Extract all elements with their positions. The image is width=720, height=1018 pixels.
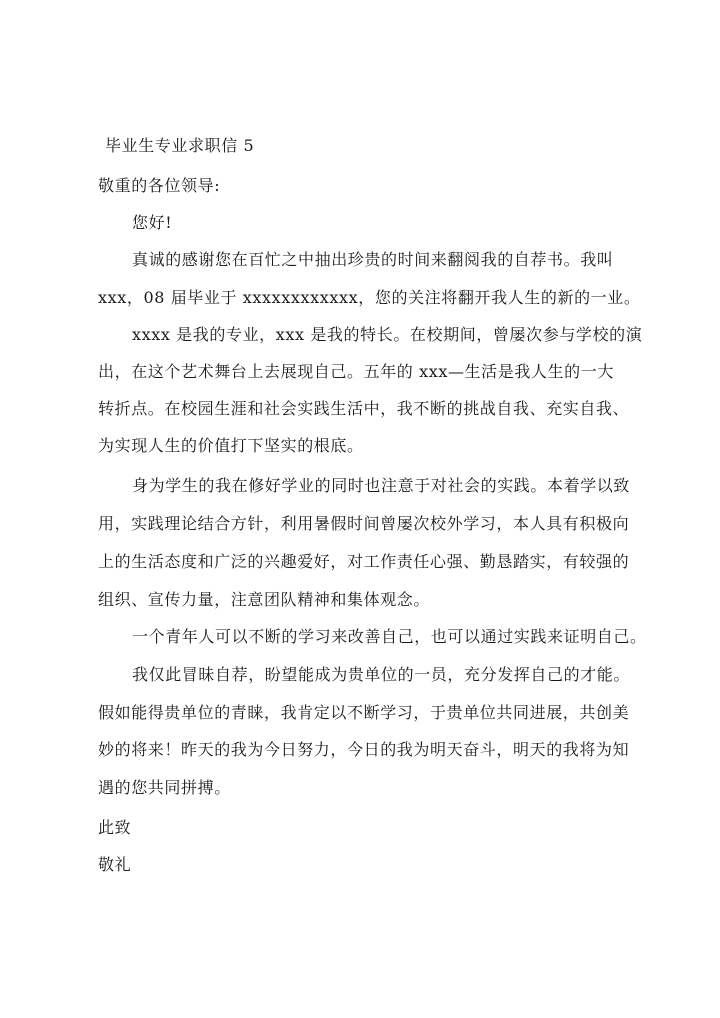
paragraph-line: 为实现人生的价值打下坚实的根底。 xyxy=(98,436,364,455)
paragraph-line: 用，实践理论结合方针，利用暑假时间曾屡次校外学习，本人具有积极向 xyxy=(98,514,630,533)
paragraph-line: 假如能得贵单位的青睐，我肯定以不断学习，于贵单位共同进展，共创美 xyxy=(98,703,630,722)
letter-title: 毕业生专业求职信 5 xyxy=(105,136,255,155)
paragraph-line: 真诚的感谢您在百忙之中抽出珍贵的时间来翻阅我的自荐书。我叫 xyxy=(132,250,614,269)
closing-line-1: 此致 xyxy=(98,818,132,837)
paragraph-line: 一个青年人可以不断的学习来改善自己，也可以通过实践来证明自己。 xyxy=(132,627,647,646)
greeting: 您好! xyxy=(132,213,173,232)
salutation: 敬重的各位领导: xyxy=(98,176,221,195)
paragraph-line: 身为学生的我在修好学业的同时也注意于对社会的实践。本着学以致 xyxy=(132,476,631,495)
paragraph-line: 出，在这个艺术舞台上去展现自己。五年的 xxx—生活是我人生的一大 xyxy=(98,362,614,381)
paragraph-line: 妙的将来！昨天的我为今日努力，今日的我为明天奋斗，明天的我将为知 xyxy=(98,740,630,759)
paragraph-line: xxxx 是我的专业，xxx 是我的特长。在校期间，曾屡次参与学校的演 xyxy=(132,325,643,344)
closing-line-2: 敬礼 xyxy=(98,855,132,874)
paragraph-line: 遇的您共同拼搏。 xyxy=(98,778,231,797)
paragraph-line: 上的生活态度和广泛的兴趣爱好，对工作责任心强、勤恳踏实，有较强的 xyxy=(98,552,630,571)
paragraph-line: xxx，08 届毕业于 xxxxxxxxxxxx，您的关注将翻开我人生的新的一业。 xyxy=(98,288,641,307)
paragraph-line: 转折点。在校园生涯和社会实践生活中，我不断的挑战自我、充实自我、 xyxy=(98,399,630,418)
paragraph-line: 我仅此冒昧自荐，盼望能成为贵单位的一员，充分发挥自己的才能。 xyxy=(132,665,631,684)
paragraph-line: 组织、宣传力量，注意团队精神和集体观念。 xyxy=(98,590,431,609)
